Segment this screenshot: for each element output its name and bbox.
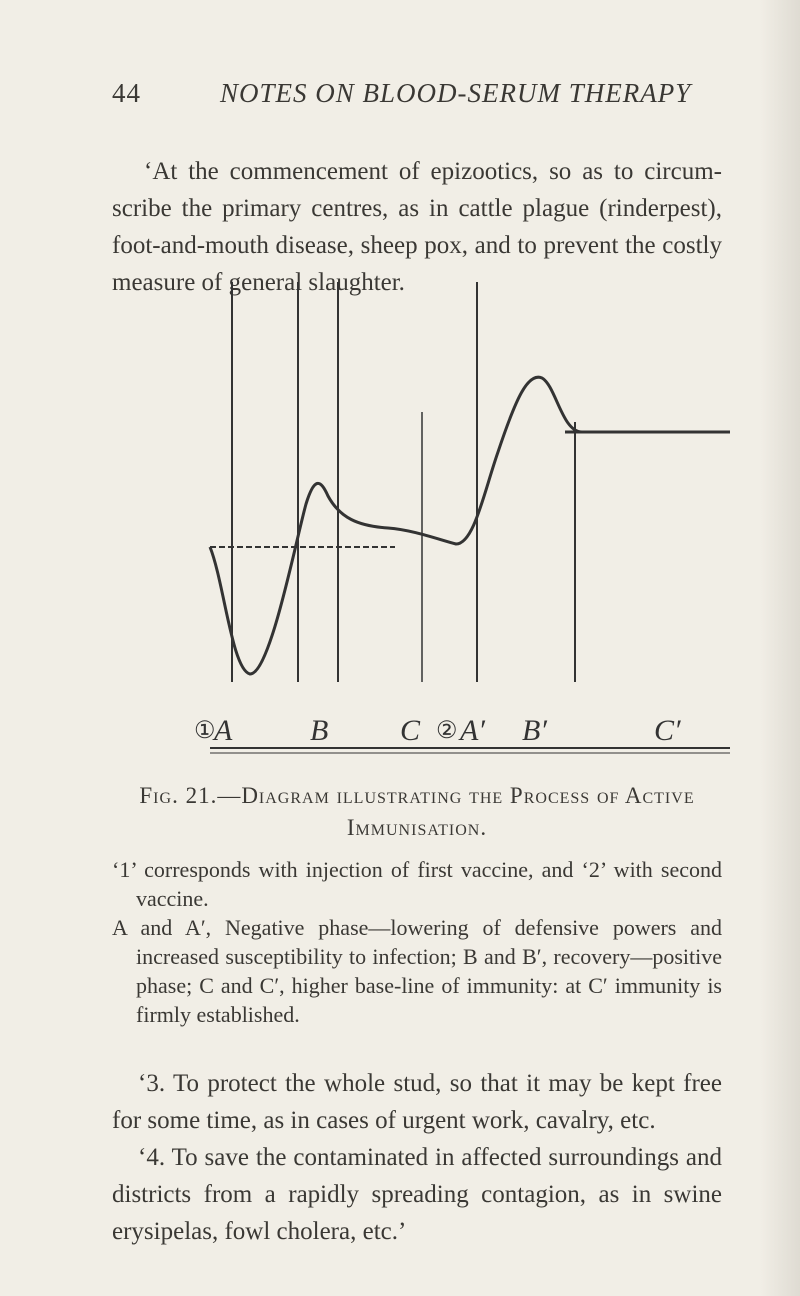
label-A-prime: A′ [460, 714, 485, 747]
page-edge-shadow [760, 0, 800, 1296]
legend-line-1: ‘1’ corresponds with injection of first vaccine, and ‘2’ with second vaccine. [112, 857, 722, 911]
label-marker-1: ① [194, 718, 216, 744]
paragraph-1: ‘At the commencement of epizootics, so as to circum-scribe the primary centres, as in cattle plague (rinderpest), foot-and-mouth disease, sheep pox, and to prevent the costly measure of general slaughter. [112, 158, 722, 296]
figure-caption [112, 780, 722, 844]
running-title: NOTES ON BLOOD-SERUM THERAPY [220, 78, 692, 108]
immunisation-diagram [194, 282, 730, 772]
label-C: C [400, 714, 421, 747]
label-marker-2: ② [436, 718, 458, 744]
diagram-svg [194, 282, 730, 772]
paragraph-3: ‘3. To protect the whole stud, so that it may be kept free for some time, as in cases of urgent work, cavalry, etc. [112, 1070, 722, 1134]
label-B: B [310, 714, 329, 747]
label-C-prime: C′ [654, 714, 681, 747]
legend-line-2: A and A′, Negative phase—lowering of defensive powers and increased susceptibility to infection; B and B′, recovery—positive phase; C and C′, higher base-line of immunity: at C′ immunity is firmly established. [112, 915, 722, 1027]
label-B-prime: B′ [522, 714, 547, 747]
caption-text: Fig. 21.—Diagram illustrating the Process of Active Immunisation. [139, 783, 695, 840]
figure-legend [112, 855, 722, 1029]
page-number: 44 [112, 78, 141, 108]
paragraph-4: ‘4. To save the contaminated in affected surroundings and districts from a rapidly spreading contagion, as in swine erysipelas, fowl cholera, etc.’ [112, 1144, 722, 1245]
label-A: A [214, 714, 233, 747]
immunity-curve [210, 377, 730, 674]
